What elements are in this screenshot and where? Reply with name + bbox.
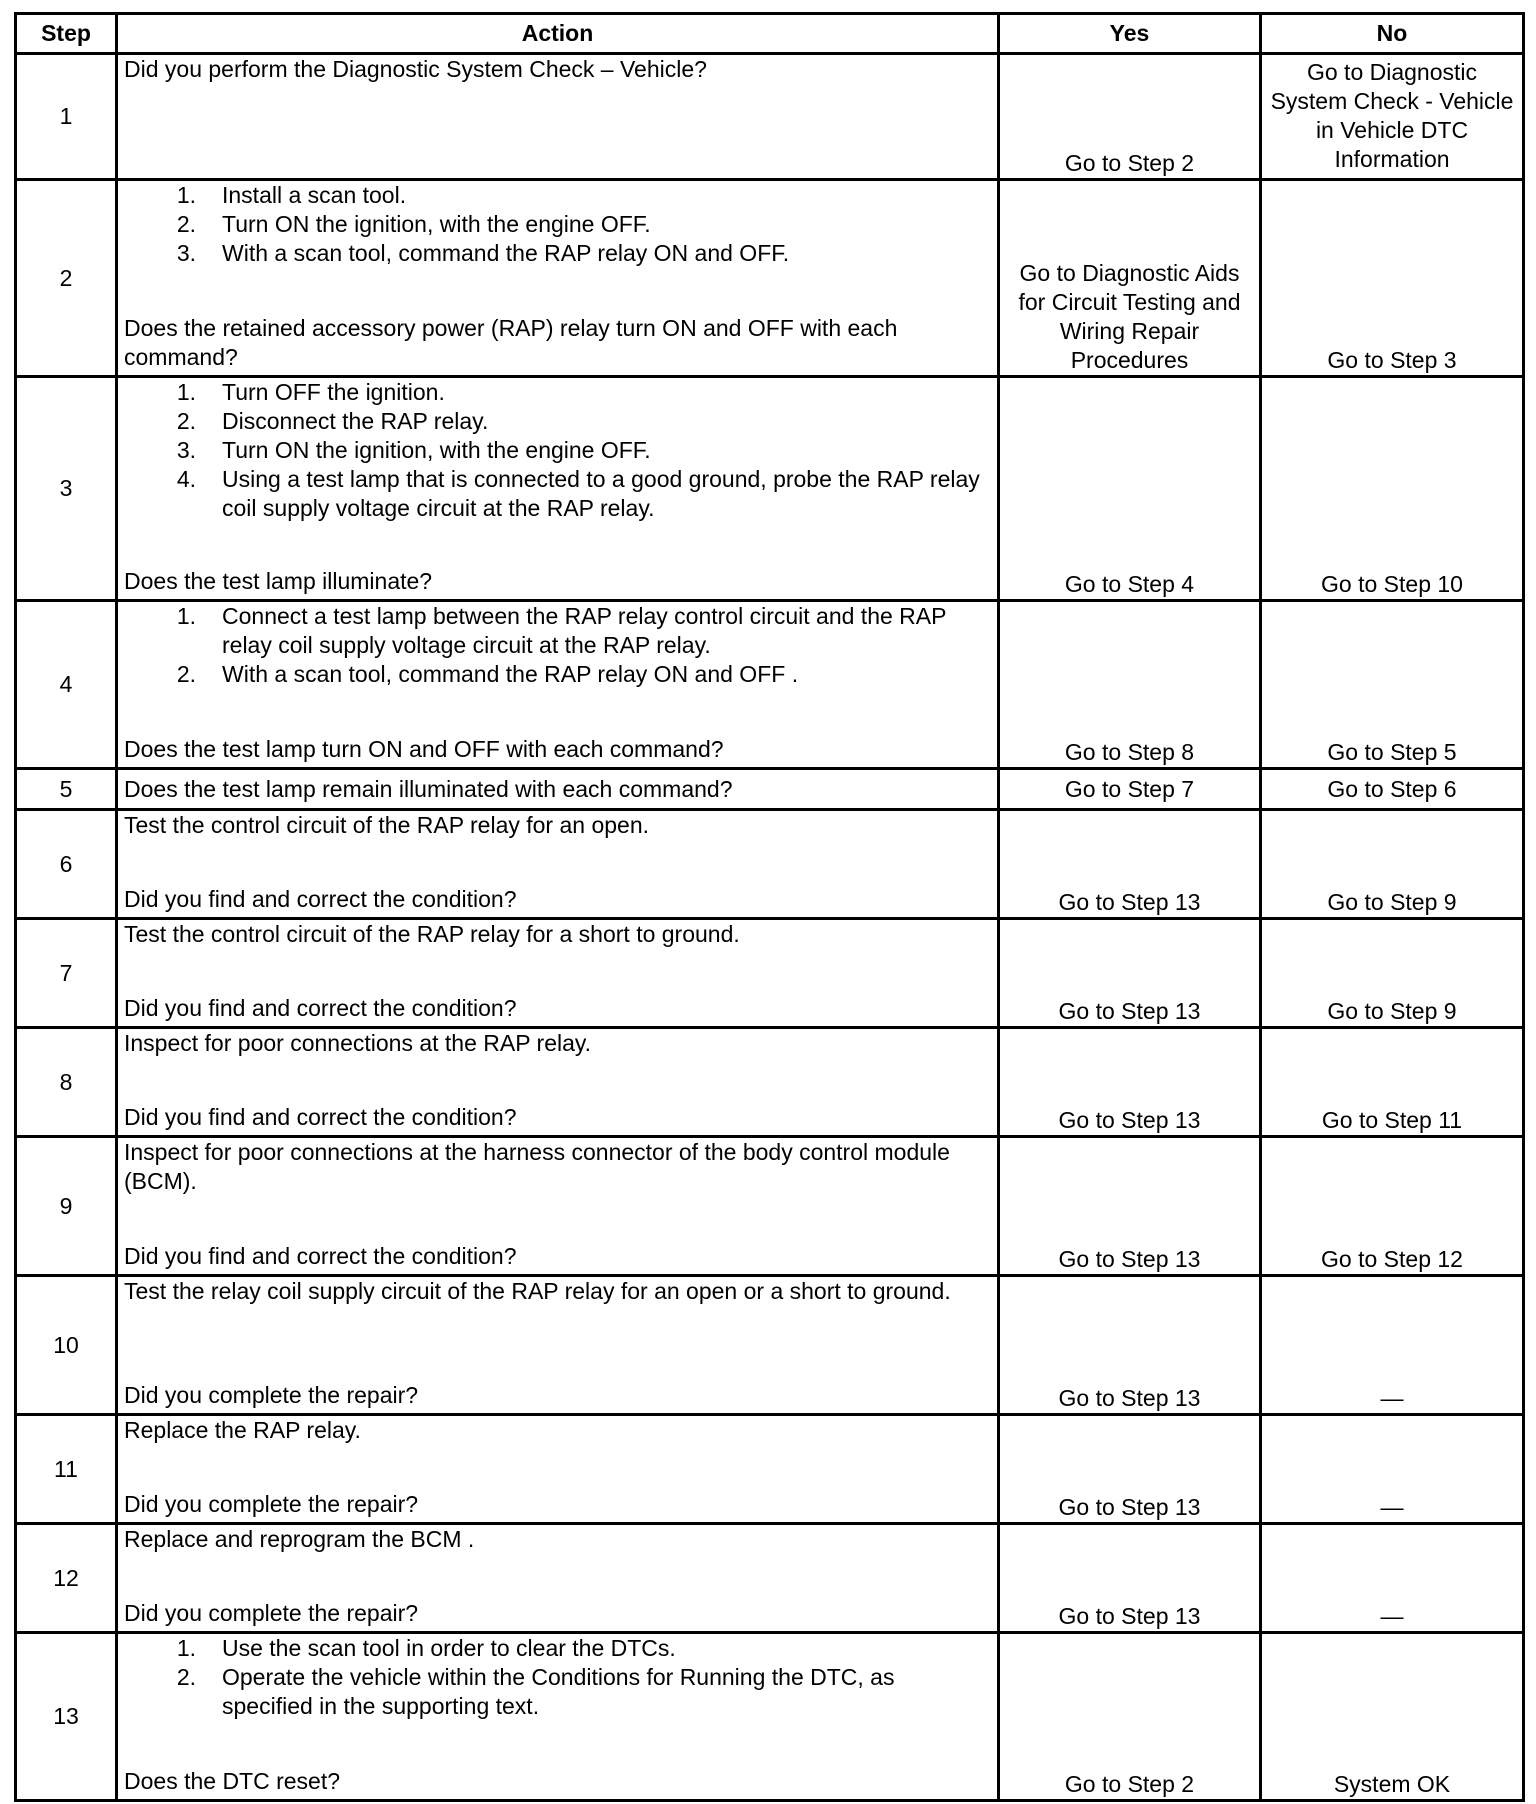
step-number: 13	[16, 1633, 117, 1801]
substep-number: 1.	[176, 182, 196, 208]
no-result: Go to Step 3	[1261, 180, 1524, 377]
table-row	[16, 919, 1524, 1028]
action-text: Test the relay coil supply circuit of the RAP relay for an open or a short to ground.	[124, 1278, 951, 1304]
substep-number: 1.	[176, 1635, 196, 1661]
step-number: 10	[16, 1276, 117, 1415]
action-cell	[117, 180, 999, 377]
no-result: Go to Step 11	[1261, 1028, 1524, 1137]
substep-list	[124, 378, 991, 523]
action-text: Does the test lamp remain illuminated with each command?	[124, 775, 733, 802]
action-text: Test the control circuit of the RAP relay for an open.	[124, 812, 650, 838]
substep-item	[124, 181, 991, 210]
step-number: 5	[16, 769, 117, 810]
no-result: Go to Step 10	[1261, 377, 1524, 601]
action-cell	[117, 54, 999, 180]
yes-result: Go to Step 2	[999, 54, 1261, 180]
table-row	[16, 54, 1524, 180]
action-question: Did you complete the repair?	[124, 1600, 419, 1626]
substep-item	[124, 1663, 991, 1721]
no-result: Go to Step 6	[1261, 769, 1524, 810]
action-cell	[117, 1633, 999, 1801]
substep-text: With a scan tool, command the RAP relay ON and OFF .	[222, 661, 799, 687]
no-result: Go to Step 5	[1261, 601, 1524, 769]
substep-list	[124, 181, 991, 268]
step-number: 2	[16, 180, 117, 377]
substep-text: With a scan tool, command the RAP relay ON and OFF.	[222, 240, 790, 266]
substep-number: 4.	[176, 466, 196, 492]
table-row	[16, 769, 1524, 810]
yes-result: Go to Step 13	[999, 1276, 1261, 1415]
step-number: 11	[16, 1415, 117, 1524]
table-row	[16, 377, 1524, 601]
step-number: 9	[16, 1137, 117, 1276]
header-no: No	[1261, 14, 1524, 54]
step-number: 6	[16, 810, 117, 919]
action-question: Did you find and correct the condition?	[124, 886, 517, 912]
substep-list	[124, 1634, 991, 1721]
action-question: Did you complete the repair?	[124, 1491, 419, 1517]
no-result: Go to Step 12	[1261, 1137, 1524, 1276]
action-cell	[117, 1276, 999, 1415]
action-question: Does the test lamp turn ON and OFF with each command?	[124, 736, 724, 762]
yes-result: Go to Step 13	[999, 1524, 1261, 1633]
action-cell	[117, 1028, 999, 1137]
step-number: 12	[16, 1524, 117, 1633]
yes-result: Go to Step 13	[999, 1137, 1261, 1276]
substep-number: 3.	[176, 240, 196, 266]
substep-number: 1.	[176, 603, 196, 629]
no-result: —	[1261, 1415, 1524, 1524]
yes-result: Go to Step 4	[999, 377, 1261, 601]
yes-result: Go to Step 8	[999, 601, 1261, 769]
yes-result: Go to Step 13	[999, 919, 1261, 1028]
substep-item	[124, 602, 991, 660]
substep-text: Turn ON the ignition, with the engine OFF.	[222, 211, 651, 237]
table-row	[16, 810, 1524, 919]
substep-text: Connect a test lamp between the RAP relay control circuit and the RAP relay coil supply voltage circuit at the RAP relay.	[222, 603, 947, 658]
yes-result: Go to Step 13	[999, 1415, 1261, 1524]
no-result: Go to Diagnostic System Check - Vehicle in Vehicle DTC Information	[1261, 54, 1524, 180]
header-action: Action	[117, 14, 999, 54]
step-number: 7	[16, 919, 117, 1028]
action-text: Inspect for poor connections at the RAP relay.	[124, 1030, 592, 1056]
action-cell	[117, 810, 999, 919]
no-result: —	[1261, 1276, 1524, 1415]
action-cell	[117, 919, 999, 1028]
yes-result: Go to Step 13	[999, 810, 1261, 919]
action-cell	[117, 1137, 999, 1276]
substep-item	[124, 378, 991, 407]
substep-item	[124, 239, 991, 268]
substep-item	[124, 1634, 991, 1663]
step-number: 8	[16, 1028, 117, 1137]
action-cell	[117, 601, 999, 769]
substep-text: Turn ON the ignition, with the engine OFF.	[222, 437, 651, 463]
diagnostic-table	[14, 12, 1525, 1802]
action-cell	[117, 377, 999, 601]
action-text: Did you perform the Diagnostic System Check – Vehicle?	[124, 56, 707, 82]
substep-text: Operate the vehicle within the Conditions for Running the DTC, as specified in the supporting text.	[222, 1664, 895, 1719]
substep-list	[124, 602, 991, 689]
action-cell	[117, 769, 999, 810]
action-cell	[117, 1524, 999, 1633]
substep-number: 2.	[176, 661, 196, 687]
table-row	[16, 1415, 1524, 1524]
action-question: Does the retained accessory power (RAP) relay turn ON and OFF with each command?	[124, 315, 898, 370]
action-text: Inspect for poor connections at the harness connector of the body control module (BCM).	[124, 1139, 950, 1194]
step-number: 3	[16, 377, 117, 601]
substep-number: 2.	[176, 408, 196, 434]
table-row	[16, 601, 1524, 769]
substep-number: 3.	[176, 437, 196, 463]
table-row	[16, 180, 1524, 377]
substep-number: 1.	[176, 379, 196, 405]
action-question: Did you complete the repair?	[124, 1382, 419, 1408]
substep-item	[124, 436, 991, 465]
substep-item	[124, 660, 991, 689]
yes-result: Go to Step 2	[999, 1633, 1261, 1801]
action-text: Test the control circuit of the RAP relay for a short to ground.	[124, 921, 740, 947]
yes-result: Go to Diagnostic Aids for Circuit Testing and Wiring Repair Procedures	[999, 180, 1261, 377]
header-yes: Yes	[999, 14, 1261, 54]
substep-text: Disconnect the RAP relay.	[222, 408, 489, 434]
yes-result: Go to Step 13	[999, 1028, 1261, 1137]
yes-result: Go to Step 7	[999, 769, 1261, 810]
no-result: Go to Step 9	[1261, 810, 1524, 919]
action-text: Replace and reprogram the BCM .	[124, 1526, 475, 1552]
header-row	[16, 14, 1524, 54]
action-question: Does the DTC reset?	[124, 1768, 341, 1794]
table-row	[16, 1028, 1524, 1137]
substep-text: Turn OFF the ignition.	[222, 379, 445, 405]
no-result: —	[1261, 1524, 1524, 1633]
no-result: System OK	[1261, 1633, 1524, 1801]
substep-item	[124, 407, 991, 436]
step-number: 4	[16, 601, 117, 769]
table-row	[16, 1524, 1524, 1633]
action-question: Did you find and correct the condition?	[124, 995, 517, 1021]
action-question: Did you find and correct the condition?	[124, 1104, 517, 1130]
action-question: Did you find and correct the condition?	[124, 1243, 517, 1269]
action-question: Does the test lamp illuminate?	[124, 568, 433, 594]
substep-text: Install a scan tool.	[222, 182, 407, 208]
substep-number: 2.	[176, 211, 196, 237]
substep-text: Using a test lamp that is connected to a good ground, probe the RAP relay coil supply voltage circuit at the RAP relay.	[222, 466, 980, 521]
table-row	[16, 1276, 1524, 1415]
step-number: 1	[16, 54, 117, 180]
substep-text: Use the scan tool in order to clear the DTCs.	[222, 1635, 676, 1661]
no-result: Go to Step 9	[1261, 919, 1524, 1028]
table-row	[16, 1633, 1524, 1801]
header-step: Step	[16, 14, 117, 54]
substep-item	[124, 210, 991, 239]
substep-number: 2.	[176, 1664, 196, 1690]
substep-item	[124, 465, 991, 523]
table-row	[16, 1137, 1524, 1276]
action-cell	[117, 1415, 999, 1524]
action-text: Replace the RAP relay.	[124, 1417, 361, 1443]
